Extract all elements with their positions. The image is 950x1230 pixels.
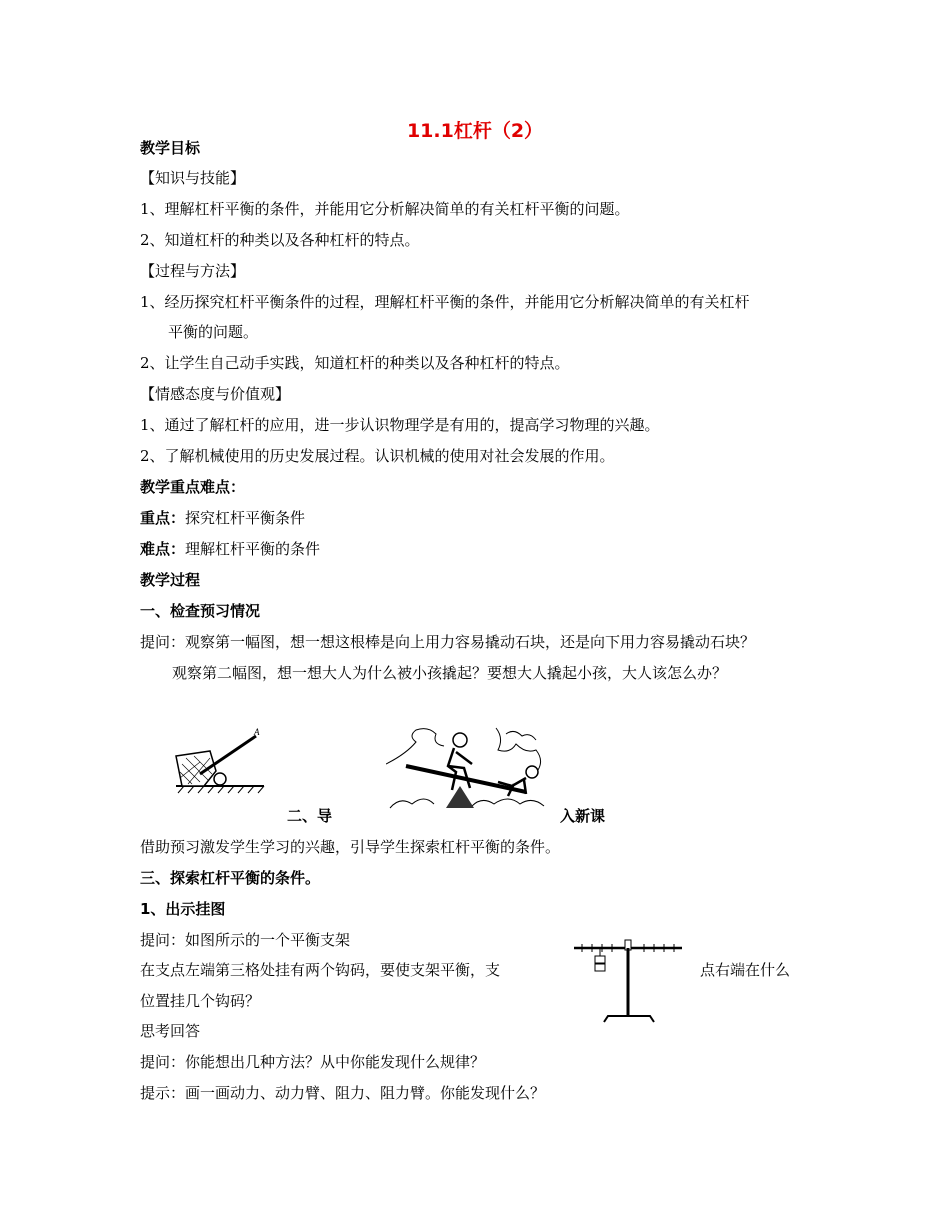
question-2: 观察第二幅图，想一想大人为什么被小孩撬起？要想大人撬起小孩，大人该怎么办？ <box>172 664 728 682</box>
difficult-point-label: 难点： <box>140 540 186 558</box>
ask-line-1: 提问：如图所示的一个平衡支架 <box>140 931 351 949</box>
emotion-item-2: 2、了解机械使用的历史发展过程。认识机械的使用对社会发展的作用。 <box>140 447 615 465</box>
process-item-2: 2、让学生自己动手实践，知道杠杆的种类以及各种杠杆的特点。 <box>140 354 570 372</box>
key-point <box>140 508 305 528</box>
key-point-text: 探究杠杆平衡条件 <box>185 509 306 527</box>
difficult-point <box>140 539 320 559</box>
knowledge-item-1: 1、理解杠杆平衡的条件，并能用它分析解决简单的有关杠杆平衡的问题。 <box>140 200 630 218</box>
emotion-heading: 【情感态度与价值观】 <box>140 385 291 403</box>
ask-line-2-right: 点右端在什么 <box>700 961 791 979</box>
key-point-label: 重点： <box>140 509 186 527</box>
balance-stand-figure <box>570 936 686 1026</box>
knowledge-heading: 【知识与技能】 <box>140 169 246 187</box>
ask-line-4: 提问：你能想出几种方法？从中你能发现什么规律？ <box>140 1053 486 1071</box>
question-1: 提问：观察第一幅图，想一想这根棒是向上用力容易撬动石块，还是向下用力容易撬动石块？ <box>140 633 756 651</box>
difficult-point-text: 理解杠杆平衡的条件 <box>185 540 321 558</box>
section-2-heading-left: 二、导 <box>287 807 333 825</box>
section-2-heading-right: 入新课 <box>560 807 606 825</box>
goals-heading: 教学目标 <box>140 139 201 157</box>
ask-line-2-left: 在支点左端第三格处挂有两个钩码，要使支架平衡，支 <box>140 961 501 979</box>
crowbar-lever-figure <box>170 726 270 796</box>
section-2-text: 借助预习激发学生学习的兴趣，引导学生探索杠杆平衡的条件。 <box>140 838 561 856</box>
process-item-1: 1、经历探究杠杆平衡条件的过程，理解杠杆平衡的条件，并能用它分析解决简单的有关杠杆 <box>140 293 750 311</box>
ask-line-3: 位置挂几个钩码？ <box>140 992 261 1010</box>
think-answer: 思考回答 <box>140 1022 201 1040</box>
teaching-process-heading: 教学过程 <box>140 571 201 589</box>
hint-line: 提示：画一画动力、动力臂、阻力、阻力臂。你能发现什么？ <box>140 1084 546 1102</box>
section-3-heading: 三、探索杠杆平衡的条件。 <box>140 869 321 887</box>
subsection-1-heading: 1、出示挂图 <box>140 900 226 918</box>
emotion-item-1: 1、通过了解杠杆的应用，进一步认识物理学是有用的，提高学习物理的兴趣。 <box>140 416 660 434</box>
seesaw-figure <box>386 724 546 810</box>
key-points-heading: 教学重点难点： <box>140 478 246 496</box>
process-item-1-cont: 平衡的问题。 <box>168 323 259 341</box>
section-1-heading: 一、检查预习情况 <box>140 602 261 620</box>
point-a-label: A <box>254 727 260 737</box>
knowledge-item-2: 2、知道杠杆的种类以及各种杠杆的特点。 <box>140 231 420 249</box>
page-title: 11.1杠杆（2） <box>406 120 544 142</box>
process-heading: 【过程与方法】 <box>140 262 246 280</box>
